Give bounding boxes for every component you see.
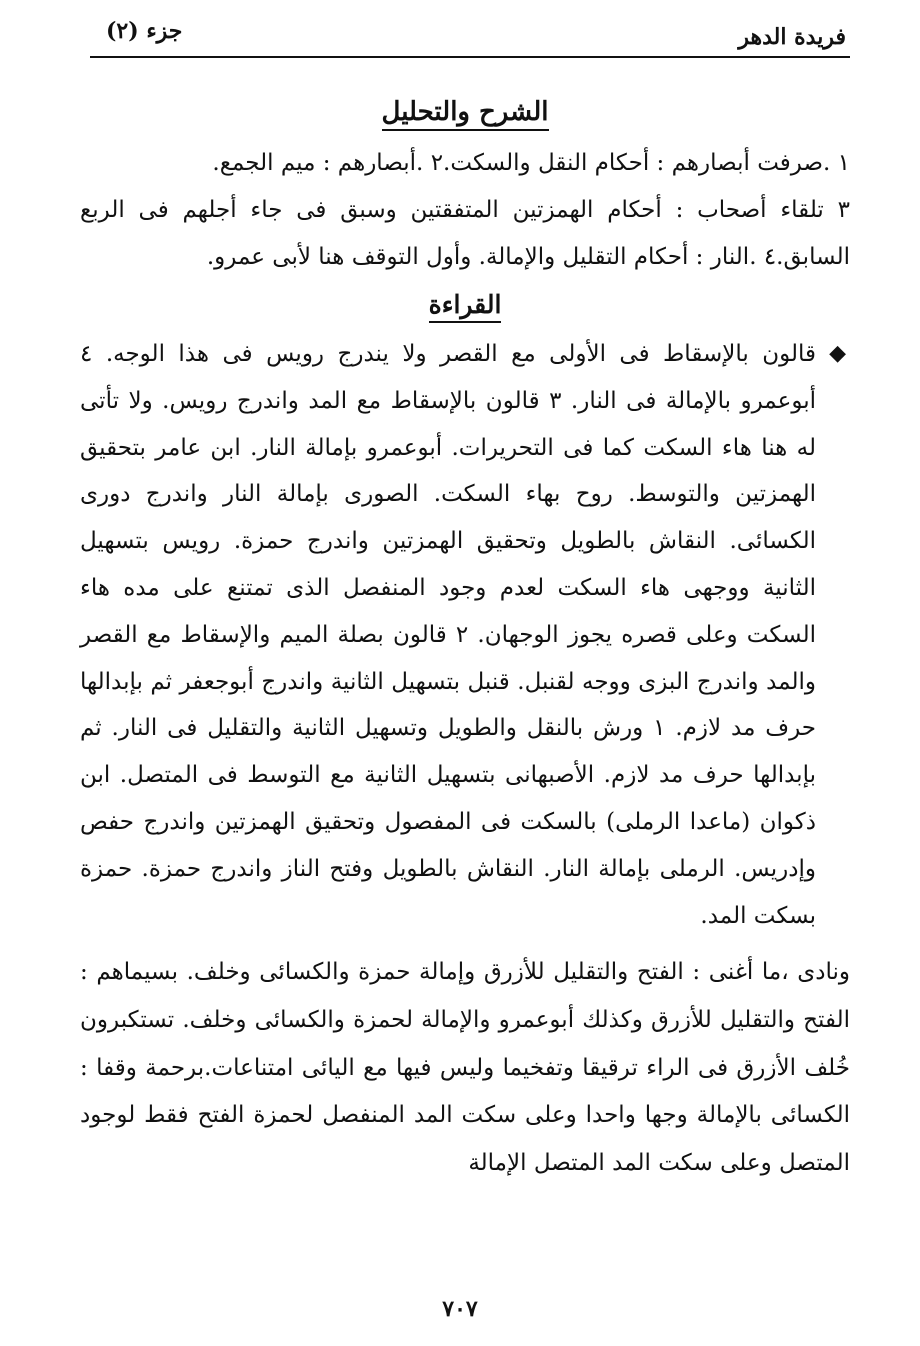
explanation-notes bbox=[80, 140, 850, 281]
note-paragraph: ١ .صرفت أبصارهم : أحكام النقل والسكت.٢ .أبصارهم : ميم الجمع. bbox=[212, 150, 850, 176]
book-title: فريدة الدهر bbox=[738, 24, 846, 50]
part-label: جزء (٢) bbox=[106, 18, 183, 44]
page-content bbox=[80, 90, 850, 1187]
section-title bbox=[80, 90, 850, 134]
diamond-bullet-icon: ◆ bbox=[829, 341, 846, 366]
page-number: ٧٠٧ bbox=[442, 1296, 478, 1322]
note-paragraph: ٣ تلقاء أصحاب : أحكام الهمزتين المتفقتين وسبق فى جاء أجلهم فى الربع السابق.٤ .النار : أحكام التقليل والإمالة. وأول التوقف هنا لأبى عمرو. bbox=[80, 197, 850, 270]
reading-title-text: القراءة bbox=[429, 290, 502, 323]
reading-title bbox=[80, 283, 850, 327]
closing-paragraph: ونادى ،ما أغنى : الفتح والتقليل للأزرق وإمالة حمزة والكسائى وخلف. بسيماهم : الفتح والتقليل للأزرق وكذلك أبوعمرو والإمالة لحمزة والكسائى وخلف. تستكبرون خُلف الأزرق فى الراء ترقيقا وتفخيما وليس فيها مع اليائى امتناعات.برحمة وقفا : الكسائى بالإمالة وجها واحدا وعلى سكت المد المنفصل لحمزة الفتح فقط لوجود المتصل وعلى سكت المد المتصل الإمالة bbox=[80, 959, 850, 1176]
section-title-text: الشرح والتحليل bbox=[382, 97, 549, 131]
running-header bbox=[90, 12, 850, 58]
reading-paragraph: قالون بالإسقاط فى الأولى مع القصر ولا يندرج رويس فى هذا الوجه. ٤ أبوعمرو بالإمالة فى النار. ٣ قالون بالإسقاط مع المد واندرج رويس. ولا تأتى له هنا هاء السكت كما فى التحريرات. أبوعمرو بإمالة النار. ابن عامر بتحقيق الهمزتين والتوسط. روح بهاء السكت. الصورى بإمالة النار واندرج دورى الكسائى. النقاش بالطويل وتحقيق الهمزتين واندرج حمزة. رويس بتسهيل الثانية ووجهى هاء السكت لعدم وجود المنفصل الذى تمتنع على مده هاء السكت وعلى قصره يجوز الوجهان. ٢ قالون بصلة الميم والإسقاط مع القصر والمد واندرج البزى ووجه لقنبل. قنبل بتسهيل الثانية واندرج أبوجعفر ثم بإبدالها حرف مد لازم. ١ ورش بالنقل والطويل وتسهيل الثانية والتقليل فى النار. ثم بإبدالها حرف مد لازم. الأصبهانى بتسهيل الثانية مع التوسط فى المتصل. ابن ذكوان (ماعدا الرملى) بالسكت فى المفصول وتحقيق الهمزتين واندرج حفص وإدريس. الرملى بإمالة النار. النقاش بالطويل وفتح الناز واندرج حمزة. حمزة بسكت المد. bbox=[80, 341, 816, 929]
reading-block bbox=[80, 331, 850, 939]
closing-block bbox=[80, 949, 850, 1187]
